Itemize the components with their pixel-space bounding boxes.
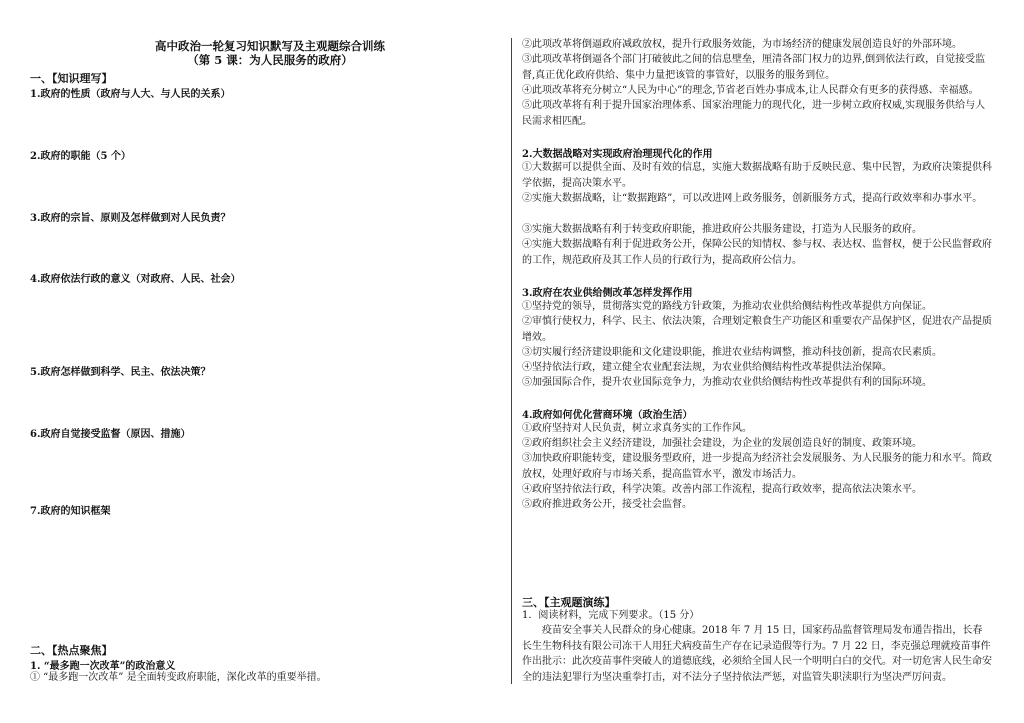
bigdata-item-4: ④实施大数据战略有利于促进政务公开，保障公民的知情权、参与权、表达权、监督权，便于公民监督政府的工作，规范政府及其工作人员的行政行为，提高政府公信力。 — [522, 239, 992, 266]
agriculture-heading: 3.政府在农业供给侧改革怎样发挥作用 — [522, 288, 693, 299]
business-env-item-2: ②政府组织社会主义经济建设，加强社会建设，为企业的发展创造良好的制度、政策环境。 — [522, 438, 922, 449]
section-knowledge-heading: 一、【知识理写】 — [30, 72, 113, 85]
bigdata-heading: 2.大数据战略对实现政府治理现代化的作用 — [522, 149, 713, 160]
bigdata-item-2: ②实施大数据战略，让“数据跑路”，可以改进网上政务服务，创新服务方式，提高行政效率和办事水平。 — [522, 193, 983, 204]
document-subtitle: （第 5 课：为人民服务的政府） — [187, 53, 353, 67]
business-env-heading: 4.政府如何优化营商环境（政治生活） — [522, 410, 693, 421]
section-exercise-heading: 三、【主观题演练】 — [522, 596, 616, 609]
business-env-item-4: ④政府坚持依法行政，科学决策。改善内部工作流程，提高行政效率，提高依法决策水平。 — [522, 484, 922, 495]
business-env-item-5: ⑤政府推进政务公开，接受社会监督。 — [522, 499, 692, 510]
agriculture-item-5: ⑤加强国际合作，提升农业国际竞争力，为推动农业供给侧结构性改革提供有利的国际环境。 — [522, 377, 932, 388]
agriculture-item-1: ①坚持党的领导，贯彻落实党的路线方针政策，为推动农业供给侧结构性改革提供方向保证。 — [522, 301, 932, 312]
business-env-item-3: ③加快政府职能转变，建设服务型政府，进一步提高为经济社会发展服务、为人民服务的能力和水平。简政放权，处理好政府与市场关系，提高监管水平，激发市场活力。 — [522, 453, 992, 480]
agriculture-item-4: ④坚持依法行政，建立健全农业配套法规，为农业供给侧结构性改革提供法治保障。 — [522, 362, 892, 373]
question-7: 7.政府的知识框架 — [30, 506, 111, 517]
question-4: 4.政府依法行政的意义（对政府、人民、社会） — [30, 274, 241, 285]
document-title: 高中政治一轮复习知识默写及主观题综合训练 — [155, 39, 385, 53]
exercise-material: 疫苗安全事关人民群众的身心健康。2018 年 7 月 15 日，国家药品监督管理局发布通告指出，长春长生生物科技有限公司冻干人用狂犬病疫苗生产存在记录造假等行为。7 月 22 日，李克强总理就疫苗事件作出批示：此次疫苗事件突破人的道德底线，必须给全国人民一个明明白白的交代。对一切危害人民生命安全的违法犯罪行为坚决重拳打击，对不法分子坚持依法严惩，对监管失职渎职行为坚决严厉问责。 — [522, 625, 992, 683]
agriculture-item-3: ③切实履行经济建设职能和文化建设职能，推进农业结构调整，推动科技创新，提高农民素质。 — [522, 347, 942, 358]
business-env-item-1: ①政府坚持对人民负责，树立求真务实的工作作风。 — [522, 423, 752, 434]
bigdata-item-1: ①大数据可以提供全面、及时有效的信息，实施大数据战略有助于反映民意、集中民智，为政府决策提供科学依据，提高决策水平。 — [522, 162, 992, 189]
reform-item-3: ③此项改革将倒逼各个部门打破彼此之间的信息壁垒，厘清各部门权力的边界,倒到依法行政，自觉接受监督,真正优化政府供给、集中力量把该管的事管好，以服务的服务到位。 — [522, 54, 986, 81]
hot-topic-item: ① “最多跑一次改革” 是全面转变政府职能，深化改革的重要举措。 — [30, 672, 327, 683]
exercise-intro: 1．阅读材料，完成下列要求。（15 分） — [522, 610, 700, 621]
question-3: 3.政府的宗旨、原则及怎样做到对人民负责？ — [30, 213, 231, 224]
hot-topic-title: 1. “最多跑一次改革”的政治意义 — [30, 661, 176, 672]
reform-item-4: ④此项改革将充分树立“人民为中心”的理念,节省老百姓办事成本,让人民群众有更多的获得感、幸福感。 — [522, 85, 979, 96]
reform-item-2: ②此项改革将倒逼政府减政放权，提升行政服务效能，为市场经济的健康发展创造良好的外部环境。 — [522, 39, 962, 50]
question-5: 5.政府怎样做到科学、民主、依法决策？ — [30, 367, 211, 378]
reform-item-5: ⑤此项改革将有利于提升国家治理体系、国家治理能力的现代化，进一步树立政府权威,实现服务供给与人民需求相匹配。 — [522, 100, 986, 127]
agriculture-item-2: ②审慎行使权力，科学、民主、依法决策，合理划定粮食生产功能区和重要农产品保护区，促进农产品提质增效。 — [522, 316, 992, 343]
question-2: 2.政府的职能（5 个） — [30, 151, 131, 162]
question-1: 1.政府的性质（政府与人大、与人民的关系） — [30, 89, 231, 100]
section-hot-heading: 二、【热点聚焦】 — [30, 644, 113, 657]
question-6: 6.政府自觉接受监督（原因、措施） — [30, 429, 191, 440]
bigdata-item-3: ③实施大数据战略有利于转变政府职能，推进政府公共服务建设，打造为人民服务的政府。 — [522, 224, 922, 235]
column-divider — [511, 38, 512, 684]
